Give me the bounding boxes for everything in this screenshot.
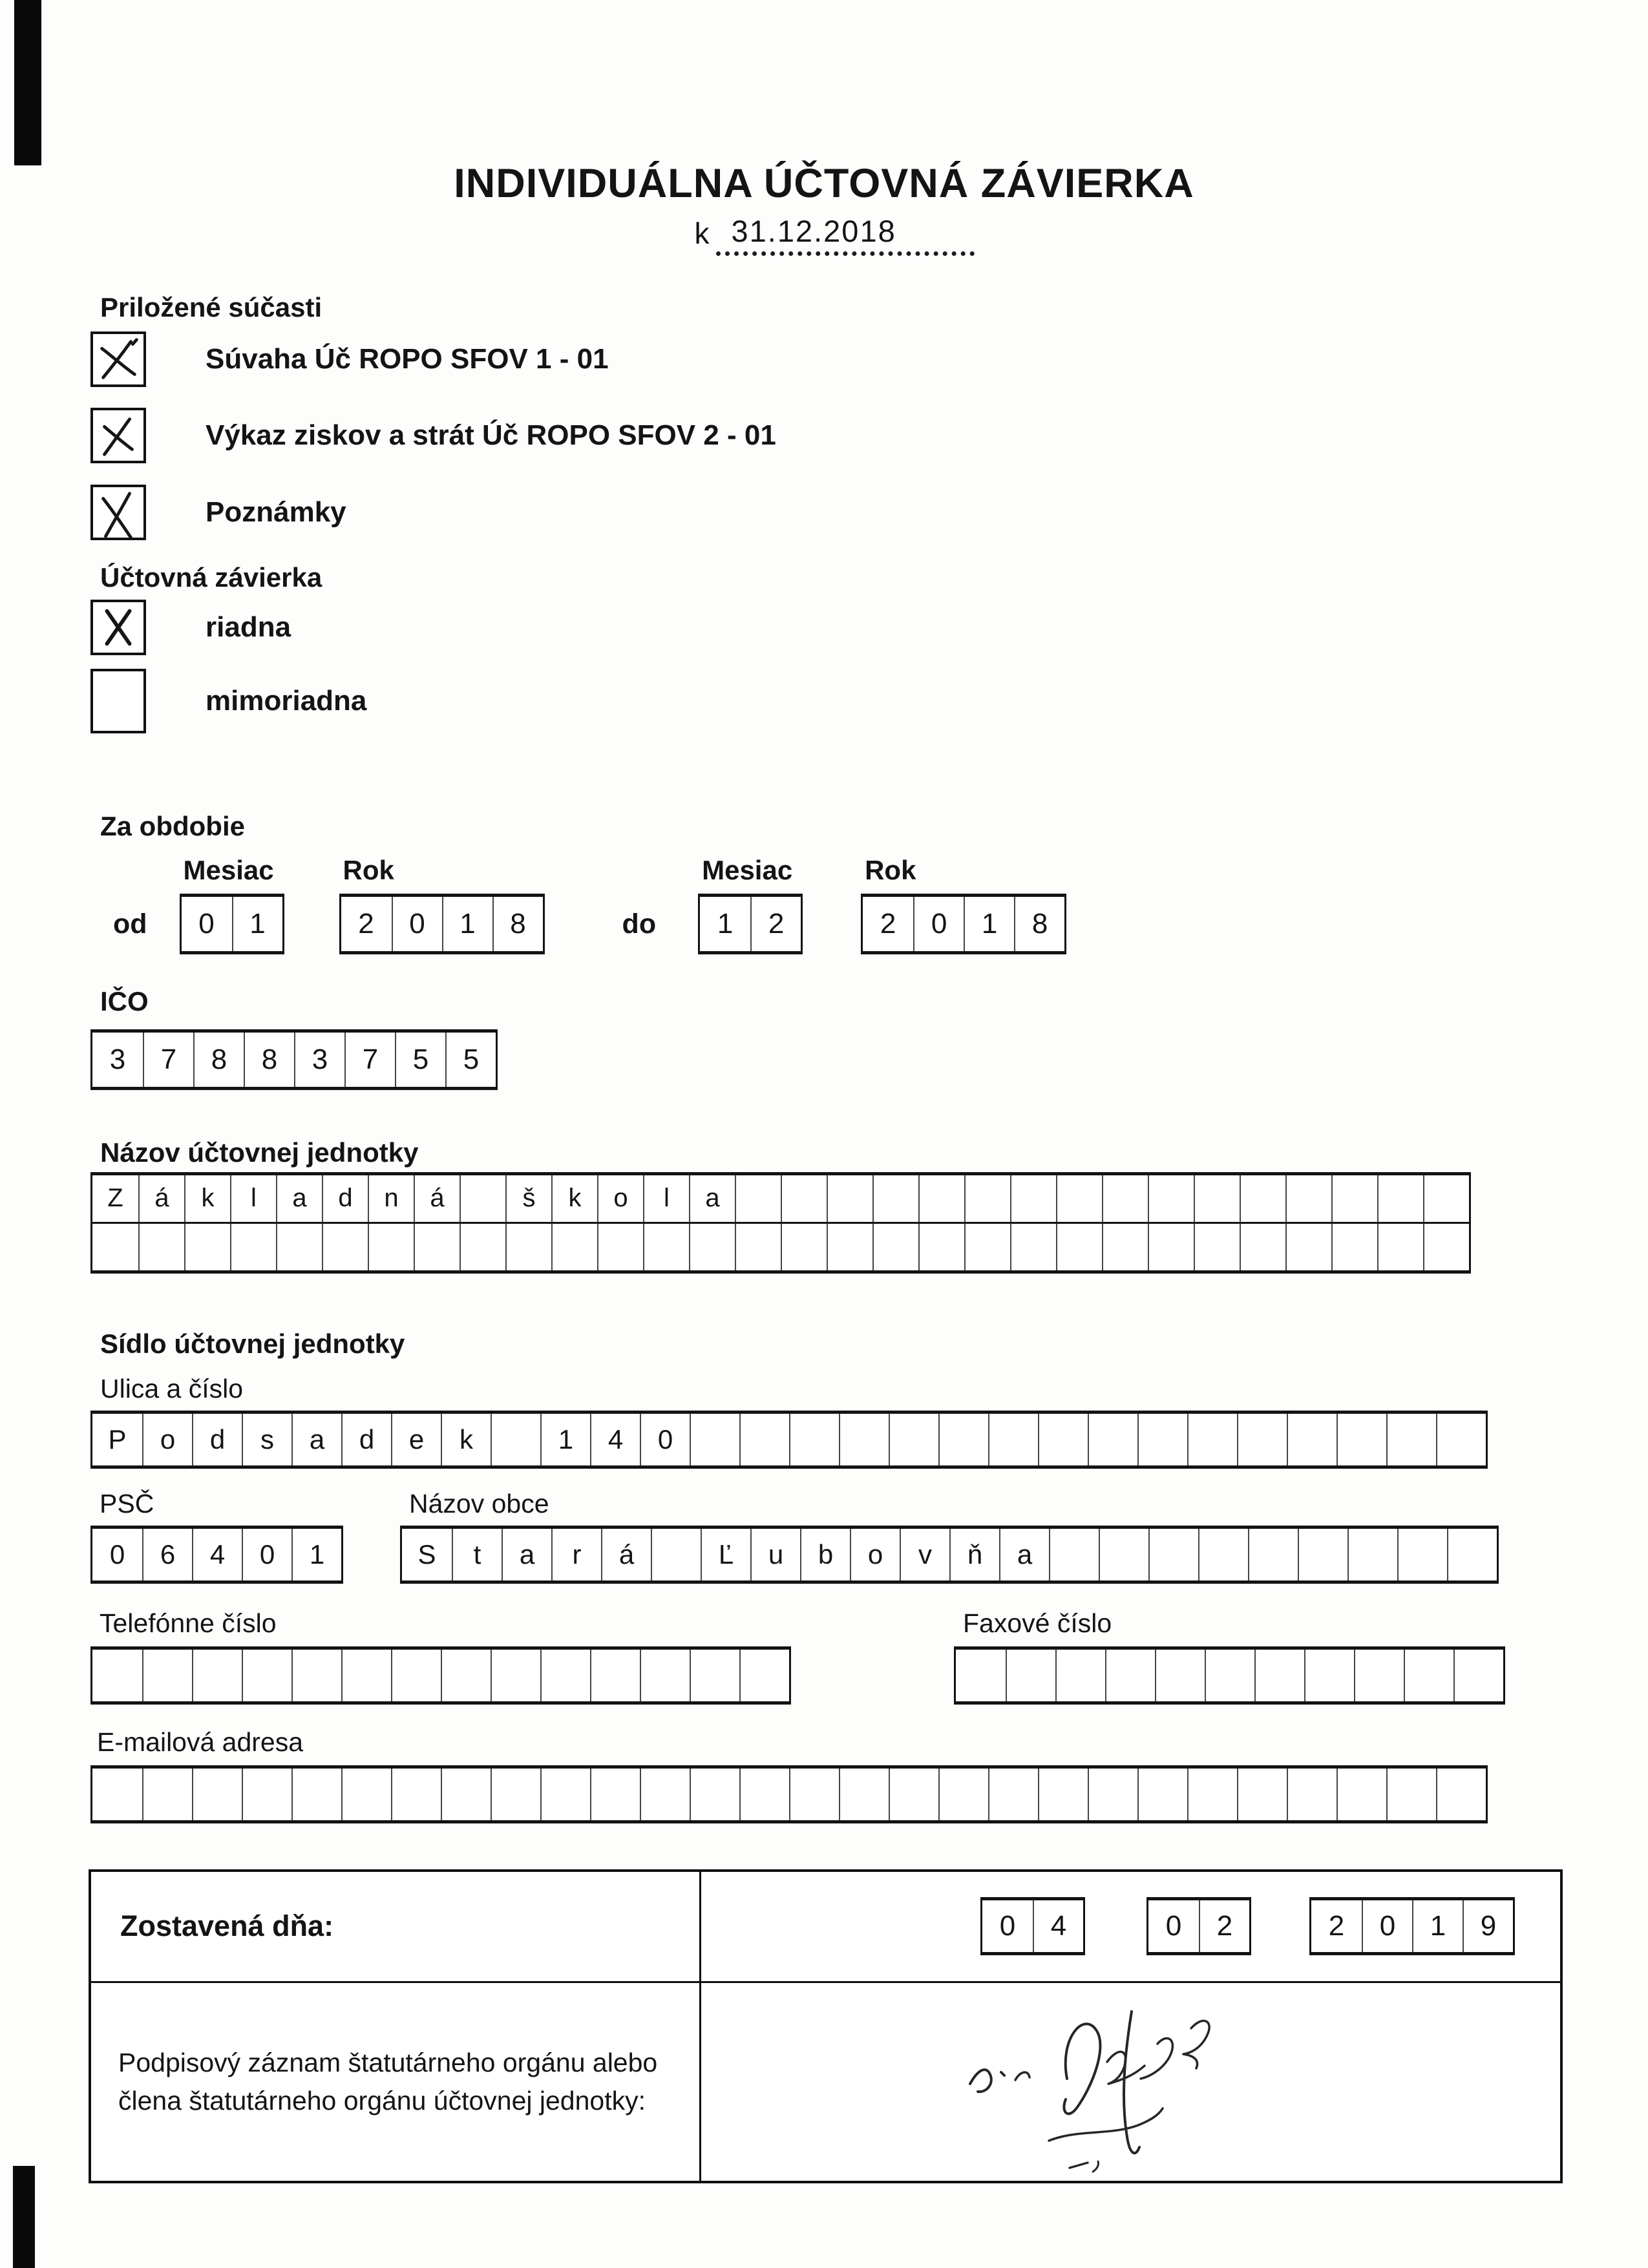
grid-cell: 0 (198, 907, 215, 940)
grid-cell (1377, 1224, 1423, 1270)
grid-cell (1331, 1175, 1377, 1222)
grid-cell (640, 1650, 690, 1701)
period-row (100, 855, 1066, 954)
grid-cell (1056, 1224, 1102, 1270)
grid-cell: 2 (750, 897, 801, 951)
grid-cell (1187, 1414, 1237, 1465)
as-of-date-value: 31.12.2018 (731, 214, 896, 248)
grid-cell (1137, 1769, 1187, 1820)
as-of-prefix: k (694, 216, 710, 250)
address-section-label: Sídlo účtovnej jednotky (100, 1328, 405, 1359)
grid-cell (192, 1769, 242, 1820)
email-label: E-mailová adresa (97, 1727, 304, 1758)
grid-cell (1423, 1175, 1469, 1222)
grid-cell (1049, 1529, 1099, 1580)
attachment-row (90, 408, 776, 463)
grid-cell: S (417, 1539, 436, 1570)
obec-label: Názov obce (409, 1489, 549, 1519)
grid-cell: v (900, 1529, 949, 1580)
grid-cell (92, 1650, 142, 1701)
x-mark-icon (93, 602, 143, 653)
grid-cell: 2 (358, 907, 374, 940)
grid-cell: o (597, 1175, 643, 1222)
grid-cell (491, 1650, 540, 1701)
x-mark-icon (93, 334, 143, 384)
grid-cell (938, 1769, 988, 1820)
grid-cell: e (391, 1414, 441, 1465)
grid-cell (1006, 1650, 1055, 1701)
grid-cell: t (452, 1529, 502, 1580)
grid-cell (889, 1769, 938, 1820)
grid-cell (391, 1769, 441, 1820)
prepared-month-grid (1146, 1897, 1251, 1955)
attachment-row (90, 485, 346, 540)
email-grid (90, 1765, 1488, 1823)
grid-cell (956, 1650, 1006, 1701)
grid-cell: a (999, 1529, 1049, 1580)
grid-cell (1038, 1414, 1088, 1465)
grid-cell: 0 (392, 897, 442, 951)
grid-cell: P (108, 1424, 127, 1455)
grid-cell: 7 (143, 1033, 193, 1087)
grid-cell (276, 1224, 322, 1270)
grid-cell (1254, 1650, 1304, 1701)
x-mark-icon (93, 410, 143, 461)
psc-label: PSČ (100, 1489, 154, 1519)
grid-cell (988, 1414, 1038, 1465)
grid-cell: 4 (192, 1529, 242, 1580)
grid-cell: á (414, 1175, 460, 1222)
grid-cell (1198, 1529, 1248, 1580)
grid-cell (735, 1224, 781, 1270)
grid-cell: 0 (913, 897, 964, 951)
grid-cell: 0 (1362, 1900, 1412, 1952)
grid-cell (590, 1650, 640, 1701)
year-label: Rok (343, 854, 394, 885)
grid-cell: 2 (1328, 1910, 1345, 1942)
checkbox (90, 408, 146, 463)
grid-cell: 4 (590, 1414, 640, 1465)
signature-label: Podpisový záznam štatutárneho orgánu alebo člena štatutárneho orgánu účtovnej jednotky: (118, 2048, 658, 2116)
grid-cell (291, 1650, 341, 1701)
grid-cell: 6 (142, 1529, 192, 1580)
prepared-date-label: Zostavená dňa: (91, 1872, 701, 1983)
grid-cell (192, 1650, 242, 1701)
closing-label: riadna (206, 611, 291, 644)
grid-cell (460, 1224, 505, 1270)
attachment-row (90, 331, 609, 387)
grid-cell (872, 1175, 918, 1222)
grid-cell: Ľ (701, 1529, 750, 1580)
grid-cell: l (643, 1175, 689, 1222)
grid-cell: o (850, 1529, 900, 1580)
form-title: INDIVIDUÁLNA ÚČTOVNÁ ZÁVIERKA (454, 161, 1194, 206)
grid-cell (827, 1175, 872, 1222)
grid-cell: u (750, 1529, 800, 1580)
phone-grid (90, 1646, 791, 1705)
grid-cell (92, 1224, 138, 1270)
to-month-grid (698, 894, 803, 954)
grid-cell: 8 (492, 897, 543, 951)
grid-cell (1436, 1414, 1486, 1465)
grid-cell (230, 1224, 276, 1270)
grid-cell (1088, 1769, 1137, 1820)
grid-cell (1453, 1650, 1503, 1701)
grid-cell (643, 1224, 689, 1270)
grid-cell: s (242, 1414, 291, 1465)
grid-cell (789, 1414, 839, 1465)
grid-cell: n (368, 1175, 414, 1222)
grid-cell: 1 (717, 907, 734, 940)
entity-name-grid-row2 (90, 1224, 1471, 1274)
grid-cell: a (291, 1414, 341, 1465)
grid-cell (1285, 1175, 1331, 1222)
grid-cell: Z (107, 1184, 123, 1213)
grid-cell (441, 1650, 491, 1701)
grid-cell (651, 1529, 701, 1580)
grid-cell (918, 1175, 964, 1222)
signature-cell (701, 1983, 1560, 2181)
grid-cell: 1 (232, 897, 282, 951)
grid-cell (739, 1414, 789, 1465)
checkbox (90, 485, 146, 540)
grid-cell (1304, 1650, 1354, 1701)
grid-cell (1010, 1175, 1056, 1222)
psc-grid (90, 1526, 343, 1584)
grid-cell (1285, 1224, 1331, 1270)
grid-cell (1436, 1769, 1486, 1820)
grid-cell: 2 (1199, 1900, 1249, 1952)
grid-cell (690, 1414, 739, 1465)
signature-table (89, 1869, 1563, 2183)
grid-cell: 3 (109, 1043, 126, 1075)
prepared-date-cell (701, 1872, 1560, 1983)
grid-cell: 0 (109, 1539, 125, 1570)
grid-cell: a (502, 1529, 551, 1580)
street-label: Ulica a číslo (100, 1374, 244, 1404)
grid-cell (918, 1224, 964, 1270)
grid-cell (1377, 1175, 1423, 1222)
grid-cell: 8 (1014, 897, 1064, 951)
grid-cell (1148, 1529, 1198, 1580)
grid-cell: 5 (395, 1033, 445, 1087)
grid-cell (789, 1769, 839, 1820)
grid-cell: 0 (242, 1529, 291, 1580)
attachment-label: Poznámky (206, 496, 346, 529)
grid-cell (1056, 1175, 1102, 1222)
grid-cell (590, 1769, 640, 1820)
grid-cell: d (341, 1414, 391, 1465)
grid-cell (1105, 1650, 1155, 1701)
grid-cell: 3 (294, 1033, 344, 1087)
month-label: Mesiac (702, 854, 793, 885)
from-month-grid (180, 894, 284, 954)
grid-cell (781, 1175, 827, 1222)
grid-cell (138, 1224, 184, 1270)
grid-cell: o (142, 1414, 192, 1465)
grid-cell (964, 1224, 1010, 1270)
grid-cell (1055, 1650, 1105, 1701)
checkbox (90, 331, 146, 387)
grid-cell (1148, 1224, 1194, 1270)
to-year-grid (861, 894, 1066, 954)
closing-row (90, 669, 366, 733)
fax-grid (954, 1646, 1505, 1705)
grid-cell (491, 1769, 540, 1820)
grid-cell (242, 1769, 291, 1820)
signature-label-cell (91, 1983, 701, 2181)
grid-cell (964, 1175, 1010, 1222)
checkbox (90, 669, 146, 733)
grid-cell (540, 1650, 590, 1701)
grid-cell (1038, 1769, 1088, 1820)
scan-artifact-bar-top (14, 0, 41, 165)
grid-cell (322, 1224, 368, 1270)
grid-cell (1287, 1769, 1336, 1820)
period-from-label: od (113, 908, 147, 940)
grid-cell: á (138, 1175, 184, 1222)
grid-cell (1287, 1414, 1336, 1465)
grid-cell (889, 1414, 938, 1465)
grid-cell (988, 1769, 1038, 1820)
grid-cell (1404, 1650, 1453, 1701)
grid-cell (92, 1769, 142, 1820)
grid-cell (341, 1769, 391, 1820)
grid-cell (1354, 1650, 1404, 1701)
grid-cell (491, 1414, 540, 1465)
grid-cell (1237, 1769, 1287, 1820)
grid-cell (505, 1224, 551, 1270)
entity-name-section-label: Názov účtovnej jednotky (100, 1137, 419, 1168)
grid-cell (1336, 1414, 1386, 1465)
attachment-label: Súvaha Úč ROPO SFOV 1 - 01 (206, 343, 609, 375)
month-label: Mesiac (183, 854, 274, 885)
grid-cell: 1 (442, 897, 492, 951)
grid-cell: d (192, 1414, 242, 1465)
grid-cell: ň (949, 1529, 999, 1580)
street-grid (90, 1411, 1488, 1469)
grid-cell (1148, 1175, 1194, 1222)
grid-cell (1088, 1414, 1137, 1465)
grid-cell: k (551, 1175, 597, 1222)
grid-cell: 5 (445, 1033, 496, 1087)
grid-cell (735, 1175, 781, 1222)
grid-cell: r (551, 1529, 601, 1580)
grid-cell (938, 1414, 988, 1465)
phone-fax-row (90, 1609, 1505, 1705)
grid-cell (540, 1769, 590, 1820)
grid-cell: 1 (540, 1414, 590, 1465)
checkbox (90, 600, 146, 655)
grid-cell (184, 1224, 230, 1270)
grid-cell (1336, 1769, 1386, 1820)
grid-cell (690, 1769, 739, 1820)
obec-grid (400, 1526, 1499, 1584)
year-label: Rok (865, 854, 916, 885)
prepared-day-grid (980, 1897, 1085, 1955)
closing-row (90, 600, 291, 655)
grid-cell (1102, 1224, 1148, 1270)
grid-cell: á (601, 1529, 651, 1580)
grid-cell (1010, 1224, 1056, 1270)
grid-cell (839, 1769, 889, 1820)
grid-cell (739, 1769, 789, 1820)
phone-label: Telefónne číslo (100, 1608, 277, 1639)
dotted-line (716, 251, 975, 256)
grid-cell (1194, 1224, 1240, 1270)
grid-cell: 4 (1033, 1900, 1083, 1952)
psc-obec-row (90, 1489, 1499, 1584)
grid-cell (690, 1650, 739, 1701)
grid-cell (441, 1769, 491, 1820)
from-year-grid (339, 894, 545, 954)
grid-cell (1099, 1529, 1148, 1580)
grid-cell: 1 (291, 1529, 341, 1580)
grid-cell (391, 1650, 441, 1701)
grid-cell: š (505, 1175, 551, 1222)
grid-cell (1331, 1224, 1377, 1270)
grid-cell: l (230, 1175, 276, 1222)
grid-cell: a (689, 1175, 735, 1222)
grid-cell (839, 1414, 889, 1465)
grid-cell: 8 (244, 1033, 294, 1087)
grid-cell (739, 1650, 789, 1701)
grid-cell (781, 1224, 827, 1270)
attachment-label: Výkaz ziskov a strát Úč ROPO SFOV 2 - 01 (206, 419, 776, 452)
grid-cell (460, 1175, 505, 1222)
grid-cell: 1 (964, 897, 1014, 951)
grid-cell (242, 1650, 291, 1701)
grid-cell: 0 (1165, 1910, 1182, 1942)
grid-cell: k (441, 1414, 491, 1465)
grid-cell (640, 1769, 690, 1820)
grid-cell (142, 1650, 192, 1701)
grid-cell (1298, 1529, 1347, 1580)
closing-section-label: Účtovná závierka (100, 562, 322, 593)
grid-cell (1447, 1529, 1497, 1580)
grid-cell: 9 (1463, 1900, 1513, 1952)
ico-grid (90, 1029, 498, 1090)
grid-cell (1137, 1414, 1187, 1465)
grid-cell: 0 (640, 1414, 690, 1465)
grid-cell: 7 (344, 1033, 395, 1087)
grid-cell (1397, 1529, 1447, 1580)
grid-cell (1423, 1224, 1469, 1270)
period-section-label: Za obdobie (100, 811, 245, 842)
grid-cell (1347, 1529, 1397, 1580)
grid-cell: d (322, 1175, 368, 1222)
as-of-date-line (695, 213, 975, 256)
ico-section-label: IČO (100, 985, 149, 1016)
grid-cell: 0 (999, 1910, 1016, 1942)
grid-cell (597, 1224, 643, 1270)
grid-cell (1194, 1175, 1240, 1222)
scan-artifact-bar-bottom (13, 2166, 35, 2268)
grid-cell: b (800, 1529, 850, 1580)
grid-cell (872, 1224, 918, 1270)
grid-cell (1386, 1769, 1436, 1820)
grid-cell (291, 1769, 341, 1820)
grid-cell (142, 1769, 192, 1820)
grid-cell (368, 1224, 414, 1270)
prepared-year-grid (1309, 1897, 1515, 1955)
grid-cell (1237, 1414, 1287, 1465)
attachments-section-label: Priložené súčasti (100, 292, 322, 322)
grid-cell (1205, 1650, 1254, 1701)
grid-cell (551, 1224, 597, 1270)
grid-cell (1155, 1650, 1205, 1701)
entity-name-grid-row1 (90, 1172, 1471, 1224)
closing-label: mimoriadna (206, 685, 367, 717)
grid-cell (1248, 1529, 1298, 1580)
grid-cell: 1 (1412, 1900, 1463, 1952)
grid-cell: 8 (193, 1033, 244, 1087)
grid-cell (827, 1224, 872, 1270)
entity-name-grid (90, 1172, 1471, 1274)
grid-cell (414, 1224, 460, 1270)
grid-cell (1187, 1769, 1237, 1820)
grid-cell (341, 1650, 391, 1701)
grid-cell: k (184, 1175, 230, 1222)
grid-cell: a (276, 1175, 322, 1222)
grid-cell (1240, 1175, 1285, 1222)
grid-cell (689, 1224, 735, 1270)
period-to-label: do (622, 908, 657, 940)
grid-cell: 2 (880, 907, 896, 940)
grid-cell (1386, 1414, 1436, 1465)
fax-label: Faxové číslo (963, 1608, 1112, 1639)
grid-cell (1102, 1175, 1148, 1222)
x-mark-icon (93, 487, 143, 538)
grid-cell (1240, 1224, 1285, 1270)
signature (934, 1990, 1283, 2183)
